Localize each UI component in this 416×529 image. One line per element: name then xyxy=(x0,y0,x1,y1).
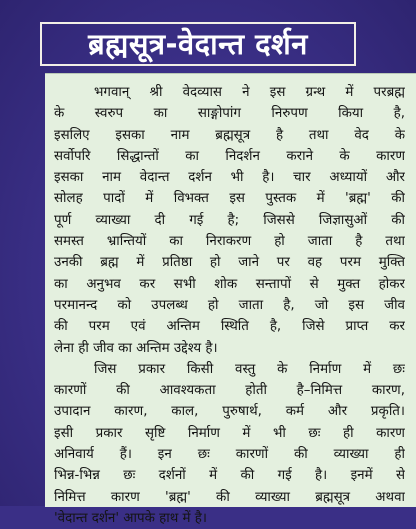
paragraph-2 xyxy=(54,359,405,529)
text-line: भगवान् श्री वेदव्यास ने इस ग्रन्थ में परब्रह्म xyxy=(94,85,405,100)
book-title: ब्रह्मसूत्र-वेदान्त दर्शन xyxy=(88,26,308,61)
text-line: अनिवार्य हैं। इन छः कारणों की व्याख्या ही xyxy=(54,447,405,463)
description-text xyxy=(54,82,405,529)
text-line: समस्त भ्रान्तियों का निराकरण हो जाता है तथा xyxy=(54,234,405,250)
text-line: के स्वरुप का साङ्गोपांग निरुपण किया है, xyxy=(54,106,405,122)
text-line: पूर्ण व्याख्या दी गई है; जिससे जिज्ञासुओं की xyxy=(54,212,405,228)
text-line: निमित्त कारण 'ब्रह्म' की व्याख्या ब्रह्मसूत्र अथवा xyxy=(54,489,405,505)
text-line: का अनुभव कर सभी शोक सन्तापों से मुक्त होकर xyxy=(54,276,405,292)
text-line: जिस प्रकार किसी वस्तु के निर्माण में छः xyxy=(94,361,405,377)
text-line: सोलह पादों में विभक्त इस पुस्तक में 'ब्रह्म' की xyxy=(54,191,405,207)
text-line: की परम एवं अन्तिम स्थिति है, जिसे प्राप्त कर xyxy=(54,319,405,335)
text-line: भिन्न-भिन्न छः दर्शनों में की गई है। इनमें से xyxy=(54,468,405,484)
text-line: 'वेदान्त दर्शन' आपके हाथ में है। xyxy=(54,510,207,526)
text-line: इसी प्रकार सृष्टि निर्माण में भी छः ही कारण xyxy=(54,425,405,441)
text-line: उनकी ब्रह्म में प्रतिष्ठा हो जाने पर वह परम मुक्ति xyxy=(54,255,405,271)
text-line: परमानन्द को उपलब्ध हो जाता है, जो इस जीव xyxy=(54,297,405,313)
text-line: लेना ही जीव का अन्तिम उद्देश्य है। xyxy=(54,340,218,356)
text-line: उपादान कारण, काल, पुरुषार्थ, कर्म और प्रकृति। xyxy=(54,404,405,420)
description-panel xyxy=(45,73,416,526)
text-line: कारणों की आवश्यकता होती है–निमित्त कारण, xyxy=(54,383,405,399)
title-frame xyxy=(40,22,356,66)
text-line: सर्वोपरि सिद्धान्तों का निदर्शन कराने के कारण xyxy=(54,148,405,164)
paragraph-1 xyxy=(54,82,405,359)
text-line: इसका नाम वेदान्त दर्शन भी है। चार अध्यायों और xyxy=(54,170,405,186)
text-line: इसलिए इसका नाम ब्रह्मसूत्र है तथा वेद के xyxy=(54,127,405,143)
